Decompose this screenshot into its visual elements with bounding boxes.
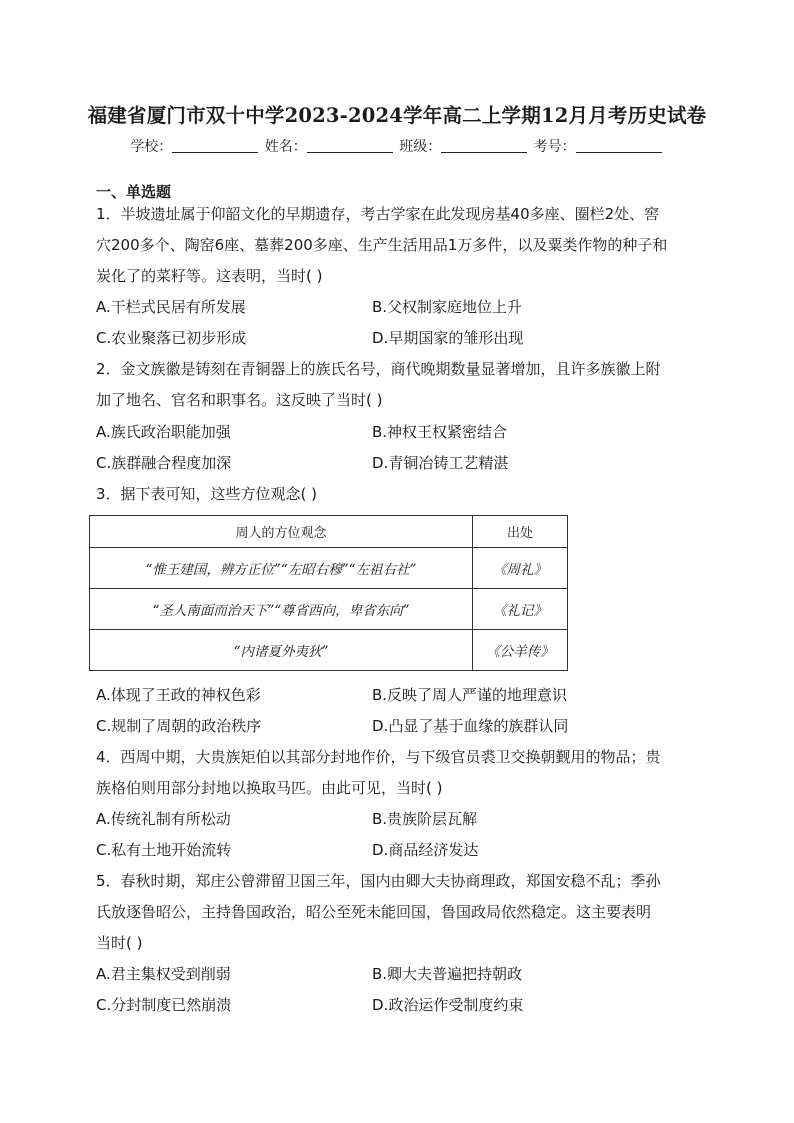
exam-title: 福建省厦门市双十中学2023-2024学年高二上学期12月月考历史试卷: [87, 104, 707, 127]
question-1-option-b[interactable]: B.父权制家庭地位上升: [372, 298, 523, 316]
section-heading: 一、单选题: [96, 183, 172, 201]
question-4-option-d[interactable]: D.商品经济发达: [372, 841, 479, 859]
question-1-stem-line-2: 穴200多个、陶窑6座、墓葬200多座、生产生活用品1万多件，以及粟类作物的种子和: [96, 236, 668, 254]
question-4-option-a[interactable]: A.传统礼制有所松动: [96, 810, 231, 828]
question-1-stem-line-1: 1．半坡遗址属于仰韶文化的早期遗存，考古学家在此发现房基40多座、圈栏2处、窖: [96, 205, 660, 223]
question-5-stem-line-3: 当时( ): [96, 934, 143, 952]
question-5-stem-line-2: 氏放逐鲁昭公，主持鲁国政治，昭公至死未能回国，鲁国政局依然稳定。这主要表明: [96, 903, 652, 921]
question-4-option-c[interactable]: C.私有土地开始流转: [96, 841, 232, 859]
table-cell-concept: “内诸夏外夷狄”: [90, 630, 473, 671]
question-2-option-c[interactable]: C.族群融合程度加深: [96, 454, 232, 472]
question-1-option-a[interactable]: A.干栏式民居有所发展: [96, 298, 246, 316]
question-2-option-a[interactable]: A.族氏政治职能加强: [96, 423, 231, 441]
question-1-stem-line-3: 炭化了的菜籽等。这表明，当时( ): [96, 267, 323, 285]
question-2-option-d[interactable]: D.青铜冶铸工艺精湛: [372, 454, 509, 472]
source-table: [89, 515, 568, 671]
table-cell-concept: “惟王建国，辨方正位”“左昭右穆”“左祖右社”: [90, 548, 473, 589]
question-3-option-b[interactable]: B.反映了周人严谨的地理意识: [372, 686, 568, 704]
question-1-option-c[interactable]: C.农业聚落已初步形成: [96, 329, 247, 347]
exam-no-blank[interactable]: [576, 138, 662, 153]
table-cell-source: 《礼记》: [473, 589, 568, 630]
class-label: 班级：: [399, 139, 442, 155]
name-blank[interactable]: [307, 138, 393, 153]
question-3-option-d[interactable]: D.凸显了基于血缘的族群认同: [372, 717, 569, 735]
question-3-option-a[interactable]: A.体现了王政的神权色彩: [96, 686, 261, 704]
school-label: 学校：: [130, 139, 173, 155]
question-5-option-a[interactable]: A.君主集权受到削弱: [96, 965, 231, 983]
question-4-stem-line-2: 族格伯则用部分封地以换取马匹。由此可见，当时( ): [96, 779, 443, 797]
question-5-option-b[interactable]: B.卿大夫普遍把持朝政: [372, 965, 523, 983]
question-5-option-d[interactable]: D.政治运作受制度约束: [372, 996, 524, 1014]
question-5-option-c[interactable]: C.分封制度已然崩溃: [96, 996, 232, 1014]
name-label: 姓名：: [264, 139, 307, 155]
question-1-option-d[interactable]: D.早期国家的雏形出现: [372, 329, 524, 347]
question-3-option-c[interactable]: C.规制了周朝的政治秩序: [96, 717, 262, 735]
class-blank[interactable]: [441, 138, 527, 153]
table-cell-source: 《公羊传》: [473, 630, 568, 671]
question-5-stem-line-1: 5．春秋时期，郑庄公曾滞留卫国三年，国内由卿大夫协商理政，郑国安稳不乱；季孙: [96, 872, 661, 890]
table-cell-source: 《周礼》: [473, 548, 568, 589]
question-3-stem-line-1: 3．据下表可知，这些方位观念( ): [96, 485, 318, 503]
school-blank[interactable]: [172, 138, 258, 153]
table-header-concept: 周人的方位观念: [90, 516, 473, 548]
table-cell-concept: “圣人南面而治天下”“尊省西向，卑省东向”: [90, 589, 473, 630]
question-4-stem-line-1: 4．西周中期，大贵族矩伯以其部分封地作价，与下级官员裘卫交换朝觐用的物品；贵: [96, 748, 661, 766]
question-2-stem-line-2: 加了地名、官名和职事名。这反映了当时( ): [96, 391, 383, 409]
table-row: [90, 630, 568, 671]
table-row: [90, 589, 568, 630]
question-2-stem-line-1: 2．金文族徽是铸刻在青铜器上的族氏名号，商代晚期数量显著增加，且许多族徽上附: [96, 360, 661, 378]
question-2-option-b[interactable]: B.神权王权紧密结合: [372, 423, 508, 441]
exam-no-label: 考号：: [533, 139, 576, 155]
table-header-source: 出处: [473, 516, 568, 548]
question-4-option-b[interactable]: B.贵族阶层瓦解: [372, 810, 478, 828]
table-row: [90, 548, 568, 589]
student-info-row: [0, 136, 794, 156]
table-header-row: [90, 516, 568, 548]
